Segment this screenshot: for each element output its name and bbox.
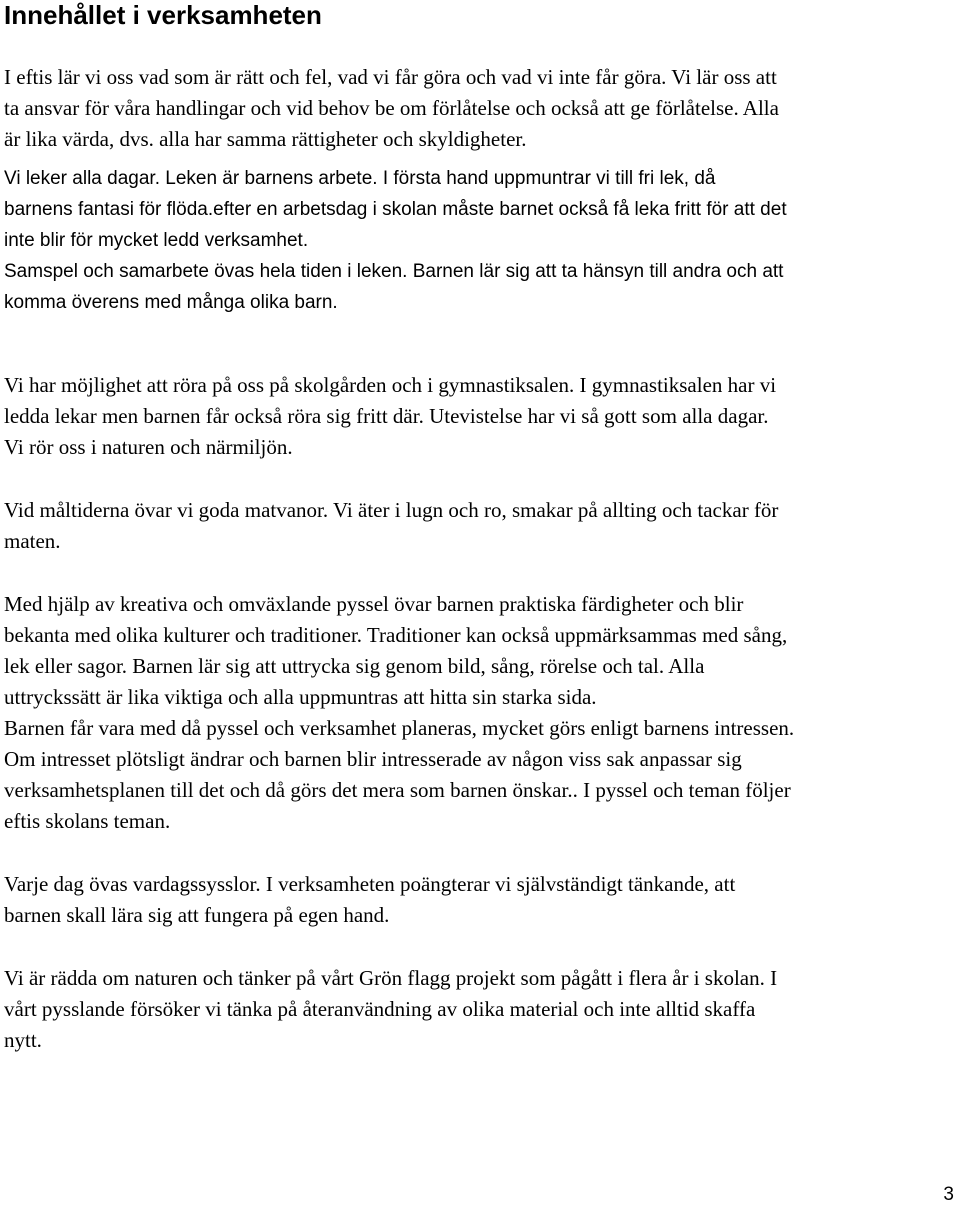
text-line: inte blir för mycket ledd verksamhet. [4,230,309,251]
text-line: Vi rör oss i naturen och närmiljön. [4,435,293,459]
text-line: Med hjälp av kreativa och omväxlande pyssel övar barnen praktiska färdigheter och blir [4,592,744,616]
text-line: Vid måltiderna övar vi goda matvanor. Vi äter i lugn och ro, smakar på allting och tackar för [4,498,779,522]
text-line: Vi leker alla dagar. Leken är barnens arbete. I första hand uppmuntrar vi till fri lek, då [4,168,716,189]
text-line: lek eller sagor. Barnen lär sig att uttrycka sig genom bild, sång, rörelse och tal. Alla [4,654,705,678]
text-line: vårt pysslande försöker vi tänka på återanvändning av olika material och inte alltid skaffa [4,997,756,1021]
text-line: Varje dag övas vardagssysslor. I verksamheten poängterar vi självständigt tänkande, att [4,872,736,896]
text-line: nytt. [4,1028,42,1052]
text-line: Vi är rädda om naturen och tänker på vårt Grön flagg projekt som pågått i flera år i skolan. I [4,966,778,990]
text-line: Samspel och samarbete övas hela tiden i leken. Barnen lär sig att ta hänsyn till andra och att [4,261,784,282]
text-line: uttryckssätt är lika viktiga och alla uppmuntras att hitta sin starka sida. [4,685,597,709]
text-line: bekanta med olika kulturer och traditioner. Traditioner kan också uppmärksammas med sång, [4,623,788,647]
text-line: barnen skall lära sig att fungera på egen hand. [4,903,390,927]
text-line: ta ansvar för våra handlingar och vid behov be om förlåtelse och också att ge förlåtelse. Alla [4,96,779,120]
text-line: I eftis lär vi oss vad som är rätt och fel, vad vi får göra och vad vi inte får göra. Vi lär oss att [4,65,777,89]
text-line: maten. [4,529,61,553]
text-line: barnens fantasi för flöda.efter en arbetsdag i skolan måste barnet också få leka fritt för att det [4,199,787,220]
text-line: Vi har möjlighet att röra på oss på skolgården och i gymnastiksalen. I gymnastiksalen har vi [4,373,777,397]
text-line: ledda lekar men barnen får också röra sig fritt där. Utevistelse har vi så gott som alla dagar. [4,404,769,428]
text-line: är lika värda, dvs. alla har samma rättigheter och skyldigheter. [4,127,527,151]
page-heading: Innehållet i verksamheten [4,0,322,30]
text-line: verksamhetsplanen till det och då görs det mera som barnen önskar.. I pyssel och teman följer [4,778,791,802]
text-line: komma överens med många olika barn. [4,292,338,313]
text-line: Om intresset plötsligt ändrar och barnen blir intresserade av någon viss sak anpassar sig [4,747,742,771]
text-line: eftis skolans teman. [4,809,171,833]
page-number: 3 [943,1184,954,1205]
text-line: Barnen får vara med då pyssel och verksamhet planeras, mycket görs enligt barnens intressen. [4,716,795,740]
